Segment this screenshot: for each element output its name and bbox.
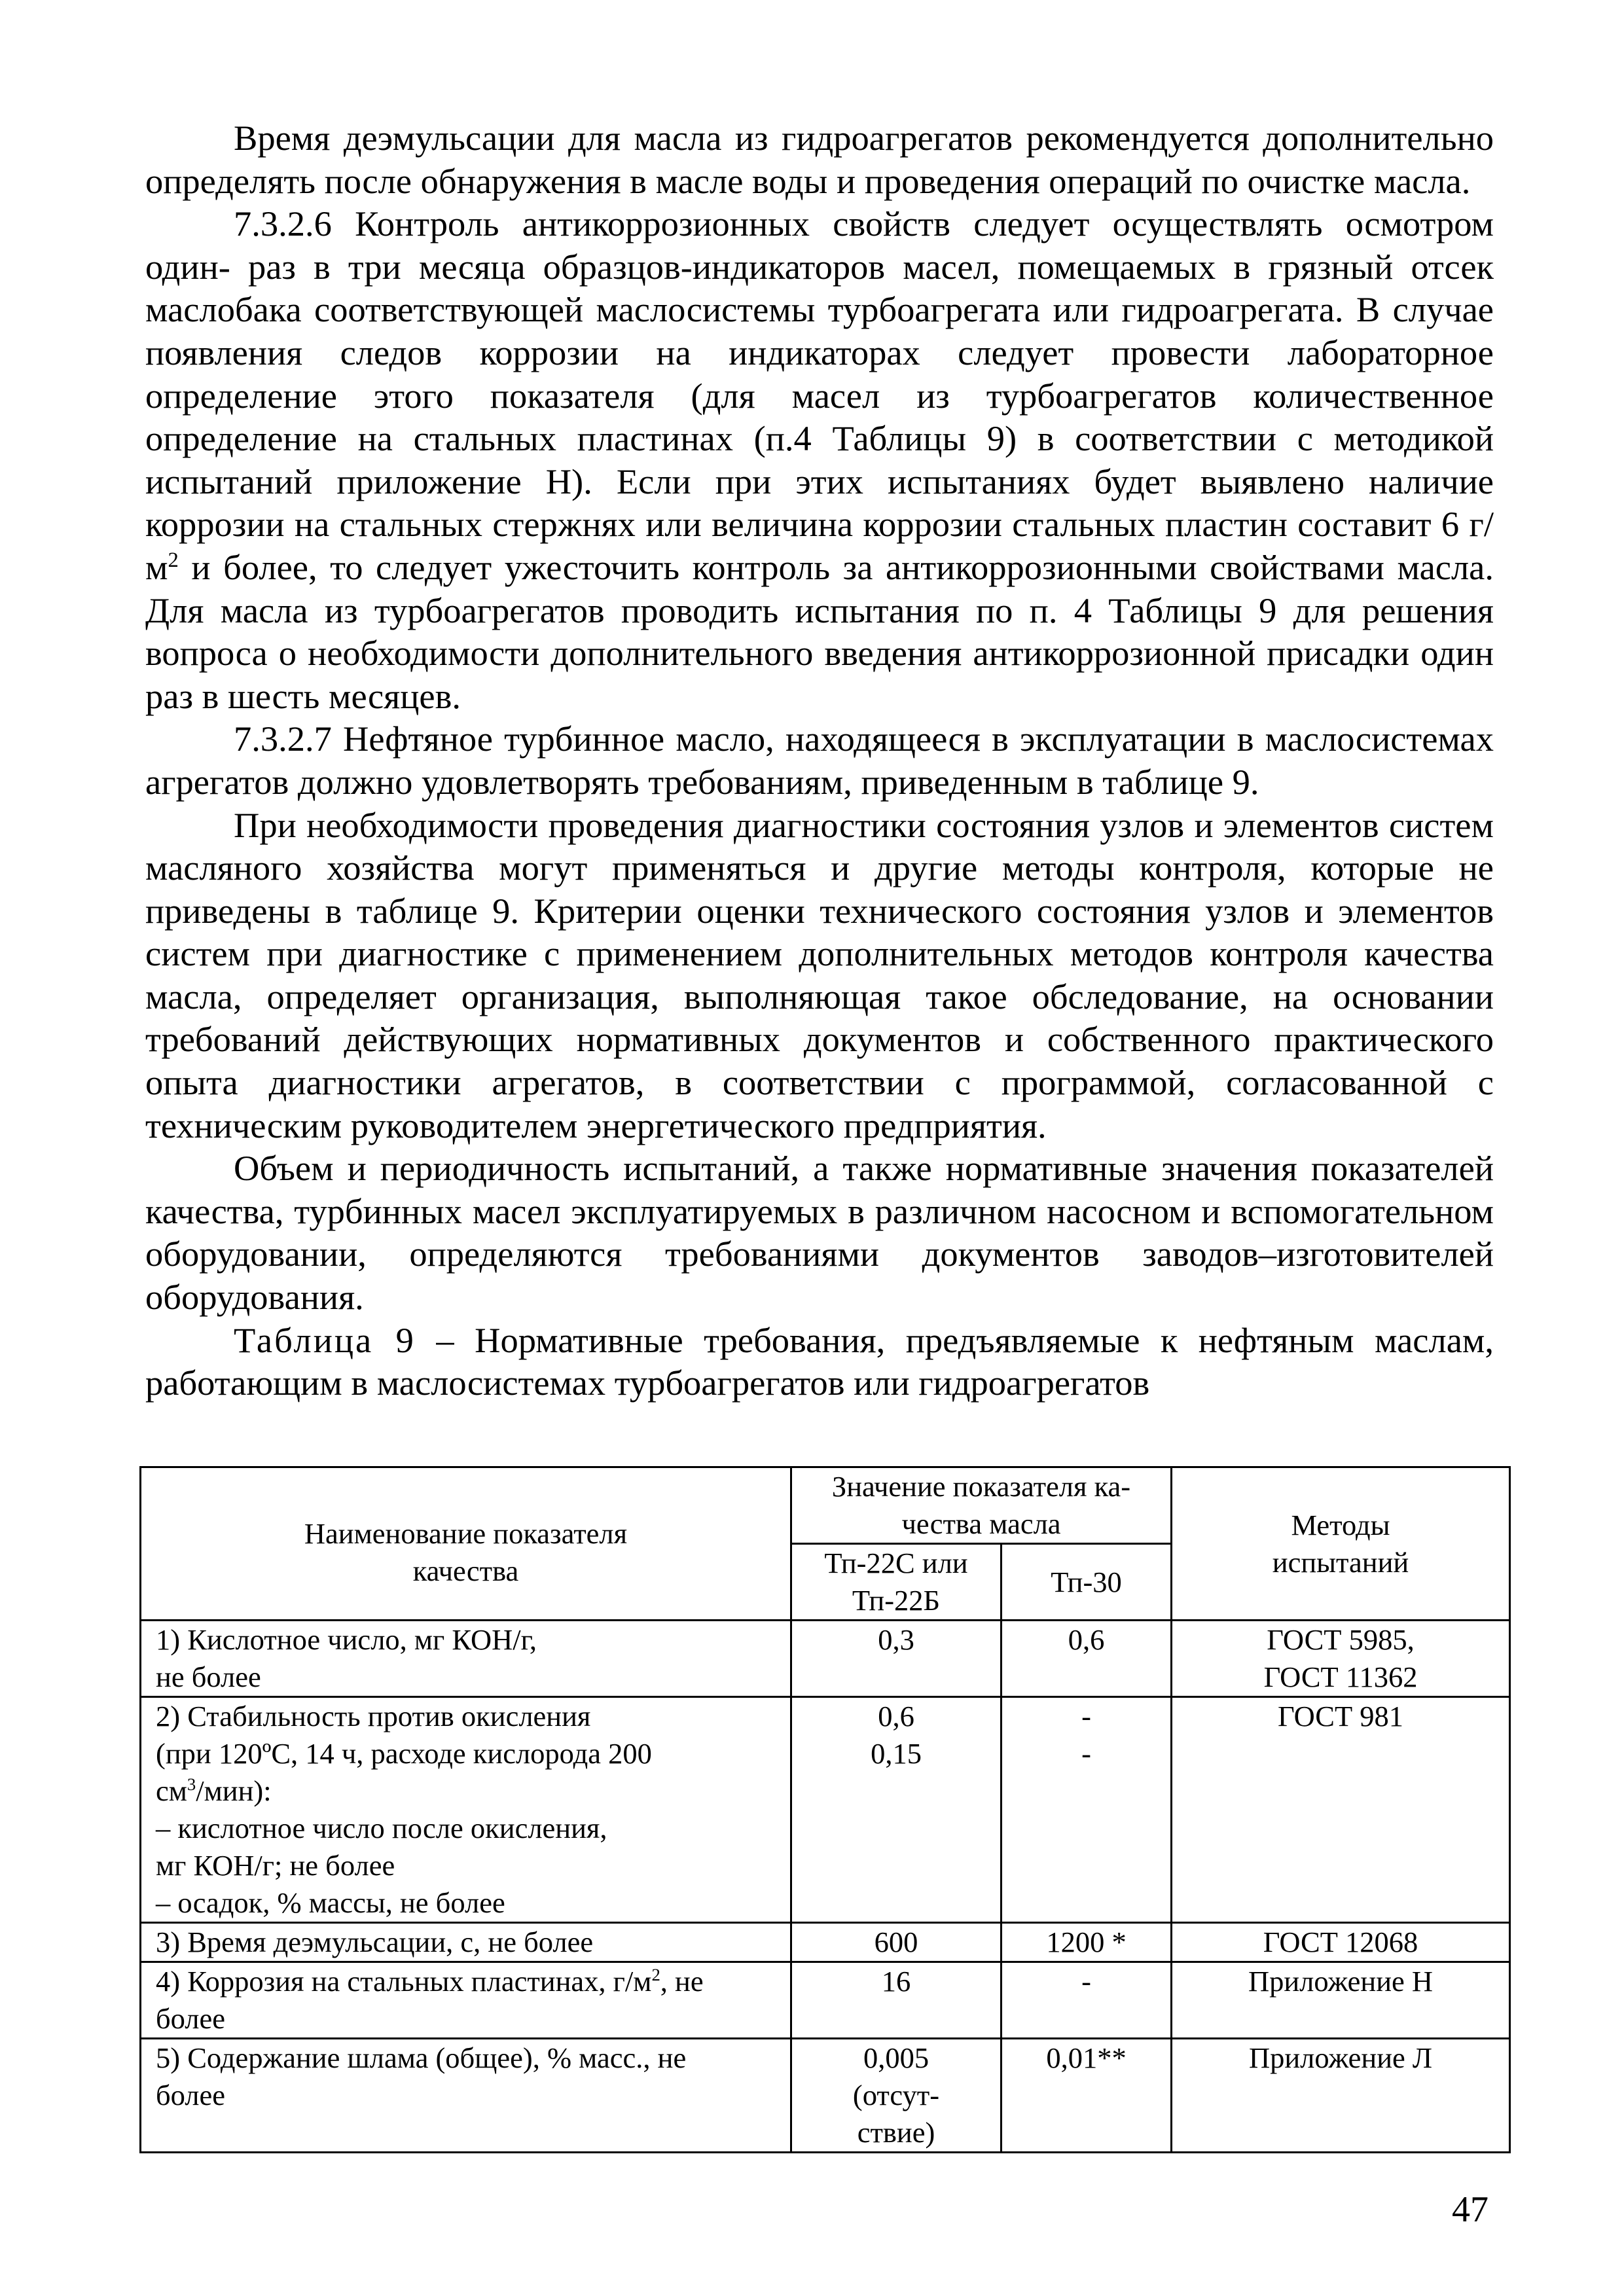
paragraph-7-3-2-6-rest: и более, то следует ужесточить контроль за антикоррозионными свойствами масла. Для масла из турбоагрегатов проводить испытания по п. 4 Таблицы 9 для решения вопроса о необходимости дополнительного введения антикоррозионной присадки один раз в шесть месяцев. xyxy=(145,547,1494,716)
cell-method: Приложение Л xyxy=(1172,2039,1510,2153)
superscript: 2 xyxy=(651,1965,660,1985)
paragraph-scope: Объем и периодичность испытаний, а также нормативные значения показателей качества, турбинных масел эксплуатируемых в различном насосном и вспомогательном оборудовании, определяются требованиями документов заводов–изготовителей оборудования. xyxy=(145,1148,1494,1318)
table-row xyxy=(141,1923,1510,1962)
cell-text: – кислотное число после окисления, xyxy=(156,1812,607,1844)
header-text: Наименование показателя xyxy=(304,1516,628,1550)
cell-text: (при 120ºС, 14 ч, расходе кислорода 200 xyxy=(156,1737,652,1770)
page-number: 47 xyxy=(1452,2189,1489,2230)
cell-text: 2) Стабильность против окисления xyxy=(156,1700,591,1732)
cell-indicator xyxy=(141,1621,791,1697)
cell-tp30: 1200 * xyxy=(1001,1923,1172,1962)
cell-text: - xyxy=(1081,1737,1091,1770)
table-row xyxy=(141,2039,1510,2153)
cell-method: Приложение Н xyxy=(1172,1962,1510,2039)
table-row xyxy=(141,1621,1510,1697)
cell-text-part: см xyxy=(156,1774,187,1807)
table-caption-lead: Таблица 9 xyxy=(234,1319,416,1360)
body-text xyxy=(145,117,1494,1405)
header-test-methods xyxy=(1172,1467,1510,1621)
cell-text: мг КОН/г; не более xyxy=(156,1849,395,1882)
cell-tp30: - xyxy=(1001,1962,1172,2039)
cell-indicator xyxy=(141,2039,791,2153)
header-text: чества масла xyxy=(901,1507,1061,1540)
cell-text: 1) Кислотное число, мг КОН/г, xyxy=(156,1623,537,1656)
paragraph-7-3-2-6 xyxy=(145,202,1494,717)
cell-text: 0,6 xyxy=(878,1700,914,1732)
table-header-row xyxy=(141,1467,1510,1544)
superscript: 3 xyxy=(187,1774,196,1795)
table-row xyxy=(141,1697,1510,1923)
cell-text xyxy=(156,1963,784,2000)
header-value-group xyxy=(791,1467,1172,1544)
paragraph-7-3-2-7: 7.3.2.7 Нефтяное турбинное масло, находящееся в эксплуатации в маслосистемах агрегатов должно удовлетворять требованиям, приведенным в таблице 9. xyxy=(145,719,1494,802)
cell-indicator xyxy=(141,1962,791,2039)
header-text: качества xyxy=(412,1554,519,1587)
cell-text: 5) Содержание шлама (общее), % масс., не xyxy=(156,2041,687,2074)
header-tp22 xyxy=(791,1544,1001,1621)
norms-table xyxy=(139,1466,1511,2153)
superscript: 2 xyxy=(168,548,179,572)
cell-text: – осадок, % массы, не более xyxy=(156,1886,505,1919)
table-row xyxy=(141,1962,1510,2039)
paragraph-7-3-2-6-text: 7.3.2.6 Контроль антикоррозионных свойств следует осуществлять осмотром один- раз в три месяца образцов-индикаторов масел, помещаемых в грязный отсек маслобака соответствующей маслосистемы турбоагрегата или гидроагрегата. В случае появления следов коррозии на индикаторах следует провести лабораторное определение этого показателя (для масел из турбоагрегатов количественное определение на стальных пластинах (п.4 Таблицы 9) в соответствии с методикой испытаний приложение Н). Если при этих испытаниях будет выявлено наличие коррозии на стальных стержнях или величина коррозии стальных пластин составит 6 г/м xyxy=(145,204,1494,587)
cell-text-part: /мин): xyxy=(196,1774,272,1807)
header-text: Тп-22Б xyxy=(852,1584,941,1617)
cell-text-part: , не xyxy=(660,1965,704,1998)
header-tp30: Тп-30 xyxy=(1001,1544,1172,1621)
header-text: Значение показателя ка- xyxy=(831,1470,1131,1503)
cell-method: ГОСТ 12068 xyxy=(1172,1923,1510,1962)
header-text: Методы xyxy=(1291,1508,1390,1541)
cell-tp22: 16 xyxy=(791,1962,1001,2039)
cell-text: не более xyxy=(156,1660,261,1693)
cell-text: ствие) xyxy=(857,2116,935,2149)
cell-tp22 xyxy=(791,2039,1001,2153)
paragraph-diagnostics: При необходимости проведения диагностики состояния узлов и элементов систем масляного хозяйства могут применяться и другие методы контроля, которые не приведены в таблице 9. Критерии оценки технического состояния узлов и элементов систем при диагностике с применением дополнительных методов контроля качества масла, определяет организация, выполняющая такое обследование, на основании требований действующих нормативных документов и собственного практического опыта диагностики агрегатов, в соответствии с программой, согласованной с техническим руководителем энергетического предприятия. xyxy=(145,804,1494,1145)
cell-method xyxy=(1172,1621,1510,1697)
cell-text: - xyxy=(1081,1700,1091,1732)
cell-tp30: 0,6 xyxy=(1001,1621,1172,1697)
cell-text: 0,15 xyxy=(871,1737,922,1770)
paragraph-deemulsification: Время деэмульсации для масла из гидроагрегатов рекомендуется дополнительно определять после обнаружения в масле воды и проведения операций по очистке масла. xyxy=(145,118,1494,201)
table-caption-text: – Нормативные требования, предъявляемые к нефтяным маслам, работающим в маслосистемах турбоагрегатов или гидроагрегатов xyxy=(145,1319,1494,1403)
cell-text: 0,005 xyxy=(863,2041,929,2074)
cell-indicator: 3) Время деэмульсации, с, не более xyxy=(141,1923,791,1962)
cell-text: ГОСТ 11362 xyxy=(1263,1660,1418,1693)
cell-tp30: 0,01** xyxy=(1001,2039,1172,2153)
cell-tp22: 600 xyxy=(791,1923,1001,1962)
cell-text xyxy=(156,1772,784,1810)
cell-tp22 xyxy=(791,1697,1001,1923)
header-text: Тп-22С или xyxy=(824,1547,968,1579)
cell-tp30 xyxy=(1001,1697,1172,1923)
cell-text: ГОСТ 5985, xyxy=(1267,1623,1415,1656)
cell-text: (отсут- xyxy=(852,2079,940,2111)
header-text: испытаний xyxy=(1272,1545,1409,1579)
cell-method: ГОСТ 981 xyxy=(1172,1697,1510,1923)
cell-text: более xyxy=(156,2079,226,2111)
table-caption xyxy=(145,1319,1494,1405)
header-indicator-name xyxy=(141,1467,791,1621)
cell-text: более xyxy=(156,2002,226,2035)
cell-text-part: 4) Коррозия на стальных пластинах, г/м xyxy=(156,1965,652,1998)
cell-tp22: 0,3 xyxy=(791,1621,1001,1697)
cell-indicator xyxy=(141,1697,791,1923)
